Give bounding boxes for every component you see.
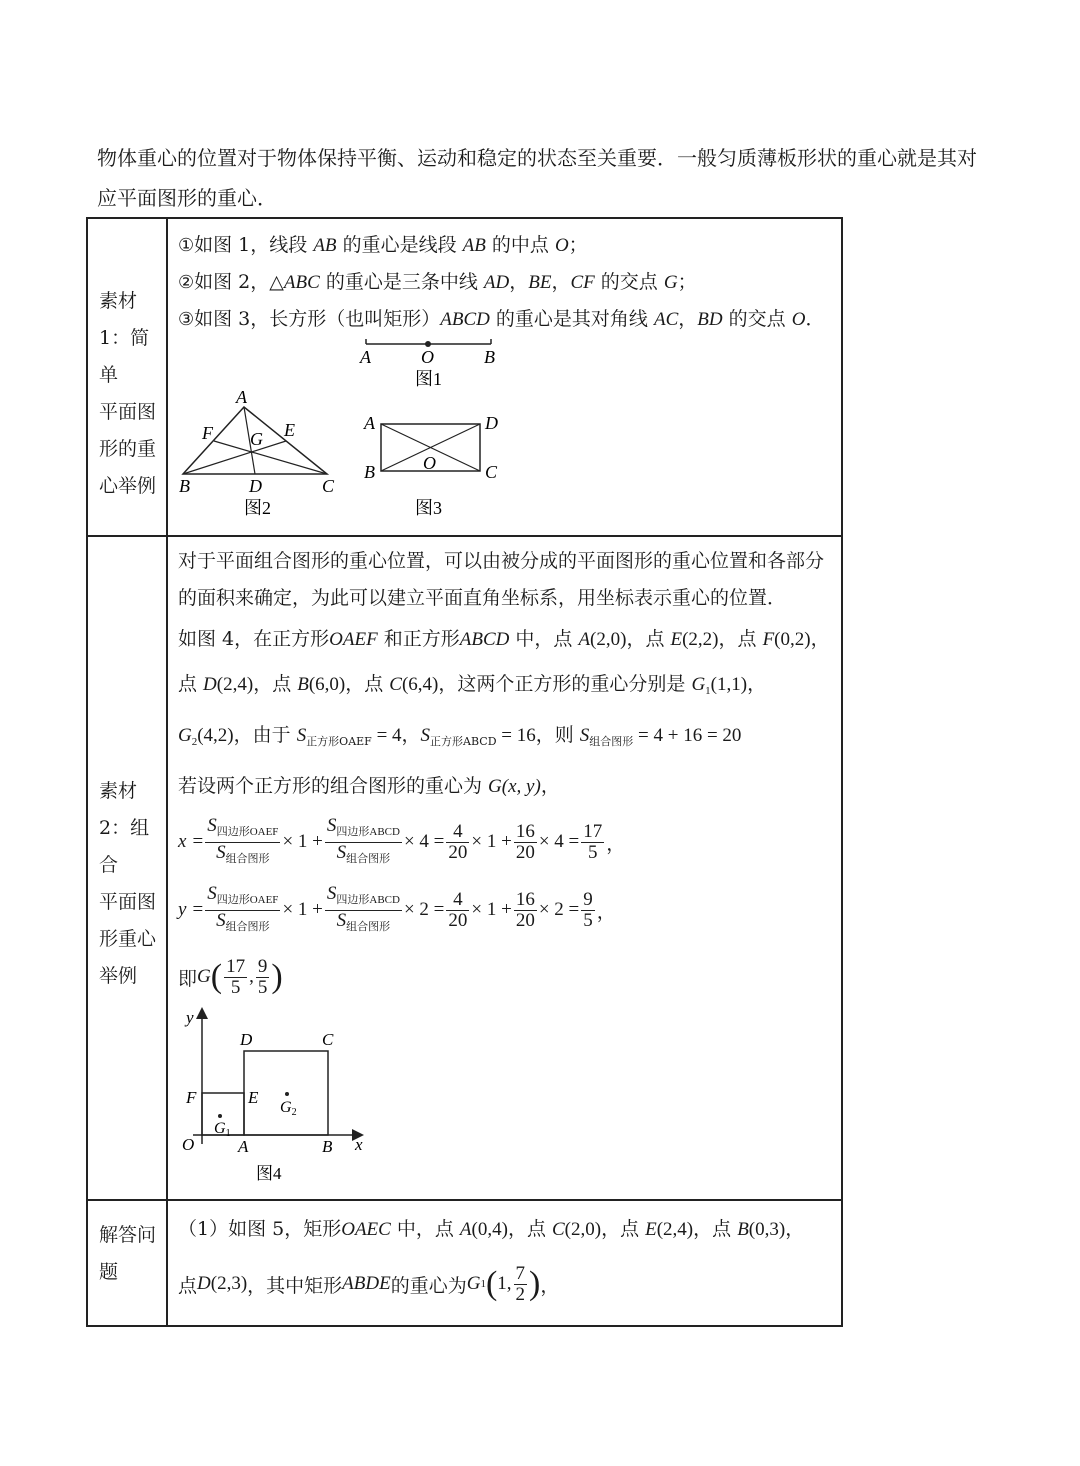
- vertex-a-label: A: [236, 387, 247, 407]
- row-label: 素材 2：组合 平面图 形重心 举例: [99, 780, 157, 987]
- row-label: 解答问 题: [99, 1224, 157, 1283]
- point-a-label: A: [238, 1137, 249, 1156]
- intro-paragraph: 物体重心的位置对于物体保持平衡、运动和稳定的状态至关重要．一般匀质薄板形状的重心就是其对应平面图形的重心．: [97, 146, 977, 210]
- row-label-cell: [87, 218, 167, 536]
- point-d-label: D: [249, 476, 262, 496]
- example-3: ③如图 3，长方形（也叫矩形）ABCD 的重心是其对角线 AC，BD 的交点 O．: [178, 308, 825, 330]
- point-d-label: D: [240, 1030, 253, 1049]
- y-axis-label: y: [186, 1008, 194, 1027]
- table-row: [87, 218, 842, 536]
- figures-1-3: [176, 337, 556, 527]
- rect-d-label: D: [485, 413, 498, 433]
- g1-label: G1: [214, 1120, 231, 1139]
- figure-1-segment: [359, 339, 495, 389]
- rect-b-label: B: [364, 462, 375, 482]
- x-axis-label: x: [355, 1135, 363, 1154]
- figure-2-caption: 图2: [244, 498, 271, 518]
- centroid-result: 即 G ( $\frac{17}{5}$ , $\frac{9}{5}$ ): [178, 955, 283, 998]
- question-line-2: 点 D (2,3) ，其中矩形 ABDE 的重心为 G 1 ( 1, $\frac{7}{2}$ ) ，: [178, 1262, 560, 1305]
- row-content-cell: [167, 1200, 842, 1326]
- origin-label: O: [182, 1135, 195, 1154]
- figure-2-triangle: [179, 387, 335, 518]
- figure-1-caption: 图1: [415, 369, 442, 389]
- point-f-label: F: [202, 423, 213, 443]
- materials-table: [86, 217, 843, 1327]
- intro-line-2: 的面积来确定，为此可以建立平面直角坐标系，用坐标表示重心的位置．: [178, 587, 787, 609]
- figure-3-caption: 图3: [415, 498, 442, 518]
- coordinates-line-2: 点 D(2,4)，点 B(6,0)，点 C(6,4)，这两个正方形的重心分别是 $G_1(1,1)$，: [178, 673, 767, 697]
- point-o-label: O: [421, 347, 434, 367]
- table-row: [87, 536, 842, 1200]
- figure-3-rectangle: [363, 413, 498, 518]
- point-a-label: A: [360, 347, 371, 367]
- rect-c-label: C: [485, 462, 498, 482]
- formula-y: y = $\frac{S_{四边形OAEF}}{S_{组合图形}}$ × 1 + $\frac{S_{四边形ABCD}}{S_{组合图形}}$ × 2 = $\frac{4}{20}$ × 1 + $\frac{16}{20}$ × 2 = $\frac{9}{5}$ ，: [178, 882, 616, 933]
- centroid-setup-line: 若设两个正方形的组合图形的重心为 G(x, y)，: [178, 775, 560, 797]
- point-e-label: E: [284, 420, 295, 440]
- coordinates-line-1: 如图 4，在正方形OAEF 和正方形ABCD 中，点 A(2,0)，点 E(2,2)，点 F(0,2)，: [178, 628, 830, 650]
- example-1: ①如图 1，线段 AB 的重心是线段 AB 的中点 O；: [178, 234, 588, 256]
- point-e-label: E: [248, 1088, 259, 1107]
- centroid-g-label: G: [250, 429, 263, 449]
- vertex-b-label: B: [179, 476, 190, 496]
- example-2: ②如图 2，△ABC 的重心是三条中线 AD，BE，CF 的交点 G；: [178, 271, 697, 293]
- figure-4-caption: 图4: [256, 1164, 282, 1182]
- row-content-cell: [167, 218, 842, 536]
- row-label-cell: [87, 536, 167, 1200]
- area-line: $G_2(4,2)$，由于 $S_{正方形OAEF} = 4$，$S_{正方形ABCD} = 16$，则 $S_{组合图形} = 4 + 16 = 20$: [178, 724, 742, 748]
- table-row: [87, 1200, 842, 1326]
- point-f-label: F: [186, 1088, 197, 1107]
- point-b-label: B: [322, 1137, 333, 1156]
- figure-4-coordinate-plot: [176, 1002, 376, 1182]
- row-label-cell: [87, 1200, 167, 1326]
- row-label: 素材 1：简单 平面图 形的重 心举例: [99, 290, 157, 497]
- point-b-label: B: [484, 347, 495, 367]
- formula-x: x = $\frac{S_{四边形OAEF}}{S_{组合图形}}$ × 1 + $\frac{S_{四边形ABCD}}{S_{组合图形}}$ × 4 = $\frac{4}{20}$ × 1 + $\frac{16}{20}$ × 4 = $\frac{17}{5}$ ，: [178, 814, 626, 865]
- point-c-label: C: [322, 1030, 334, 1049]
- rect-a-label: A: [364, 413, 375, 433]
- rect-o-label: O: [423, 453, 436, 473]
- intro-line-1: 对于平面组合图形的重心位置，可以由被分成的平面图形的重心位置和各部分: [178, 550, 825, 572]
- g2-label: G2: [280, 1099, 297, 1118]
- vertex-c-label: C: [322, 476, 335, 496]
- row-content-cell: [167, 536, 842, 1200]
- question-line-1: （1）如图 5，矩形OAEC 中，点 A(0,4)，点 C(2,0)，点 E(2,4)，点 B(0,3)，: [178, 1218, 805, 1240]
